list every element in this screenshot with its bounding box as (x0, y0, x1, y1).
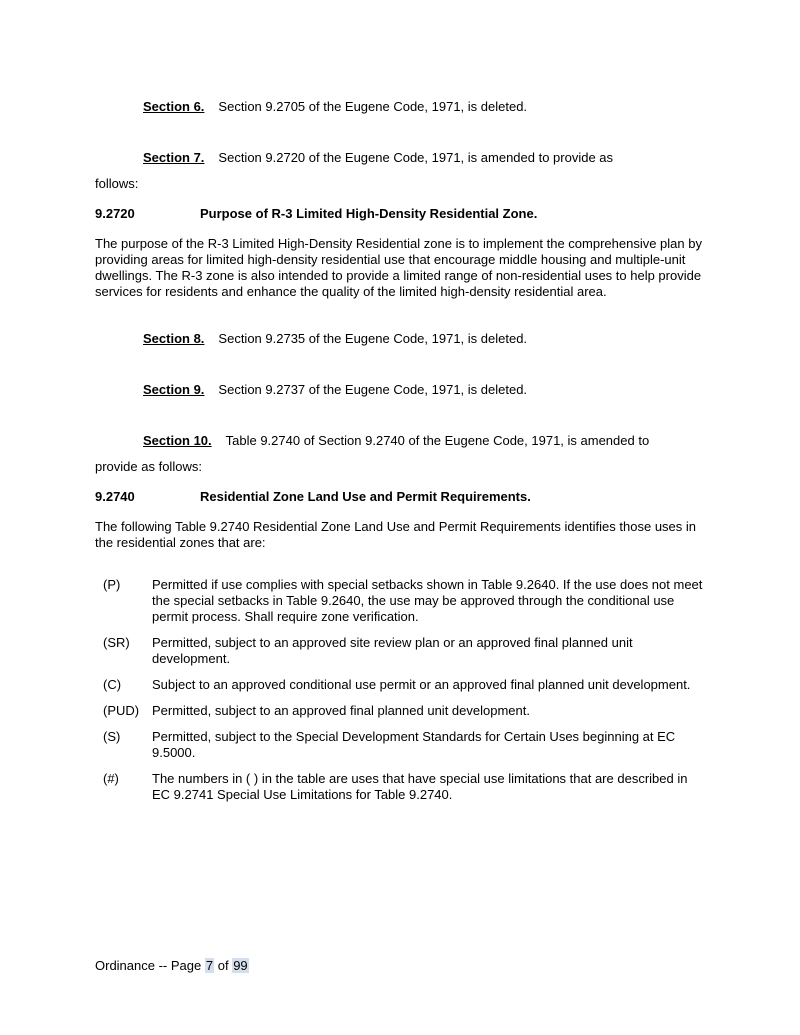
definition-item-c (95, 677, 705, 693)
definition-text-s: Permitted, subject to the Special Development Standards for Certain Uses beginning at EC 9.5000. (152, 729, 676, 760)
definition-term-sr: (SR) (103, 635, 130, 650)
section-6-text: Section 9.2705 of the Eugene Code, 1971, is deleted. (218, 99, 528, 114)
definition-term-s: (S) (103, 729, 121, 744)
heading-9-2720-title: Purpose of R-3 Limited High-Density Residential Zone. (200, 206, 538, 221)
section-7-text: Section 9.2720 of the Eugene Code, 1971, is amended to provide as (218, 150, 614, 165)
footer-page-number-field: 7 (205, 958, 214, 973)
section-9-label: Section 9. (143, 382, 205, 397)
heading-9-2740 (95, 488, 705, 505)
heading-9-2720-number: 9.2720 (95, 206, 135, 221)
definition-list (95, 577, 705, 803)
paragraph-section-8 (95, 326, 705, 352)
paragraph-section-10 (95, 428, 705, 480)
heading-9-2740-title: Residential Zone Land Use and Permit Requirements. (200, 489, 531, 504)
definition-item-sr (95, 635, 705, 667)
footer-of: of (217, 958, 229, 973)
footer-prefix: Ordinance -- Page (95, 958, 202, 973)
body-paragraph-9-2720: The purpose of the R-3 Limited High-Density Residential zone is to implement the comprehensive plan by providing areas for limited high-density residential use that encourage middle housing and multiple-unit dwellings. The R-3 zone is also intended to provide a limited range of non-residential uses to help provide services for residents and enhance the quality of the limited high-density residential area. (95, 236, 702, 299)
section-7-label: Section 7. (143, 150, 205, 165)
section-7-continuation: follows: (95, 176, 139, 191)
section-8-label: Section 8. (143, 331, 205, 346)
heading-9-2720 (95, 205, 705, 222)
section-10-label: Section 10. (143, 433, 212, 448)
definition-item-hash (95, 771, 705, 803)
definition-term-p: (P) (103, 577, 121, 592)
paragraph-section-6 (95, 94, 705, 120)
definition-text-p: Permitted if use complies with special setbacks shown in Table 9.2640. If the use does not meet the special setbacks in Table 9.2640, the use may be approved through the conditional use permit process. Shall require zone verification. (152, 577, 703, 624)
definition-text-sr: Permitted, subject to an approved site review plan or an approved final planned unit development. (152, 635, 633, 666)
body-paragraph-9-2740: The following Table 9.2740 Residential Zone Land Use and Permit Requirements identifies those uses in the residential zones that are: (95, 519, 697, 550)
heading-9-2740-number: 9.2740 (95, 489, 135, 504)
definition-item-pud (95, 703, 705, 719)
definition-item-p (95, 577, 705, 625)
paragraph-section-9 (95, 377, 705, 403)
section-6-label: Section 6. (143, 99, 205, 114)
section-10-continuation: provide as follows: (95, 459, 202, 474)
definition-term-pud: (PUD) (103, 703, 140, 718)
definition-term-c: (C) (103, 677, 122, 692)
section-9-text: Section 9.2737 of the Eugene Code, 1971, is deleted. (218, 382, 528, 397)
page-footer (95, 958, 249, 974)
footer-total-pages-field: 99 (233, 958, 248, 973)
definition-term-hash: (#) (103, 771, 119, 786)
section-10-text: Table 9.2740 of Section 9.2740 of the Eugene Code, 1971, is amended to (225, 433, 650, 448)
definition-item-s (95, 729, 705, 761)
definition-text-hash: The numbers in ( ) in the table are uses that have special use limitations that are described in EC 9.2741 Special Use Limitations for Table 9.2740. (152, 771, 688, 802)
definition-text-pud: Permitted, subject to an approved final planned unit development. (152, 703, 530, 718)
definition-text-c: Subject to an approved conditional use permit or an approved final planned unit development. (152, 677, 691, 692)
paragraph-section-7 (95, 145, 705, 197)
section-8-text: Section 9.2735 of the Eugene Code, 1971, is deleted. (218, 331, 528, 346)
